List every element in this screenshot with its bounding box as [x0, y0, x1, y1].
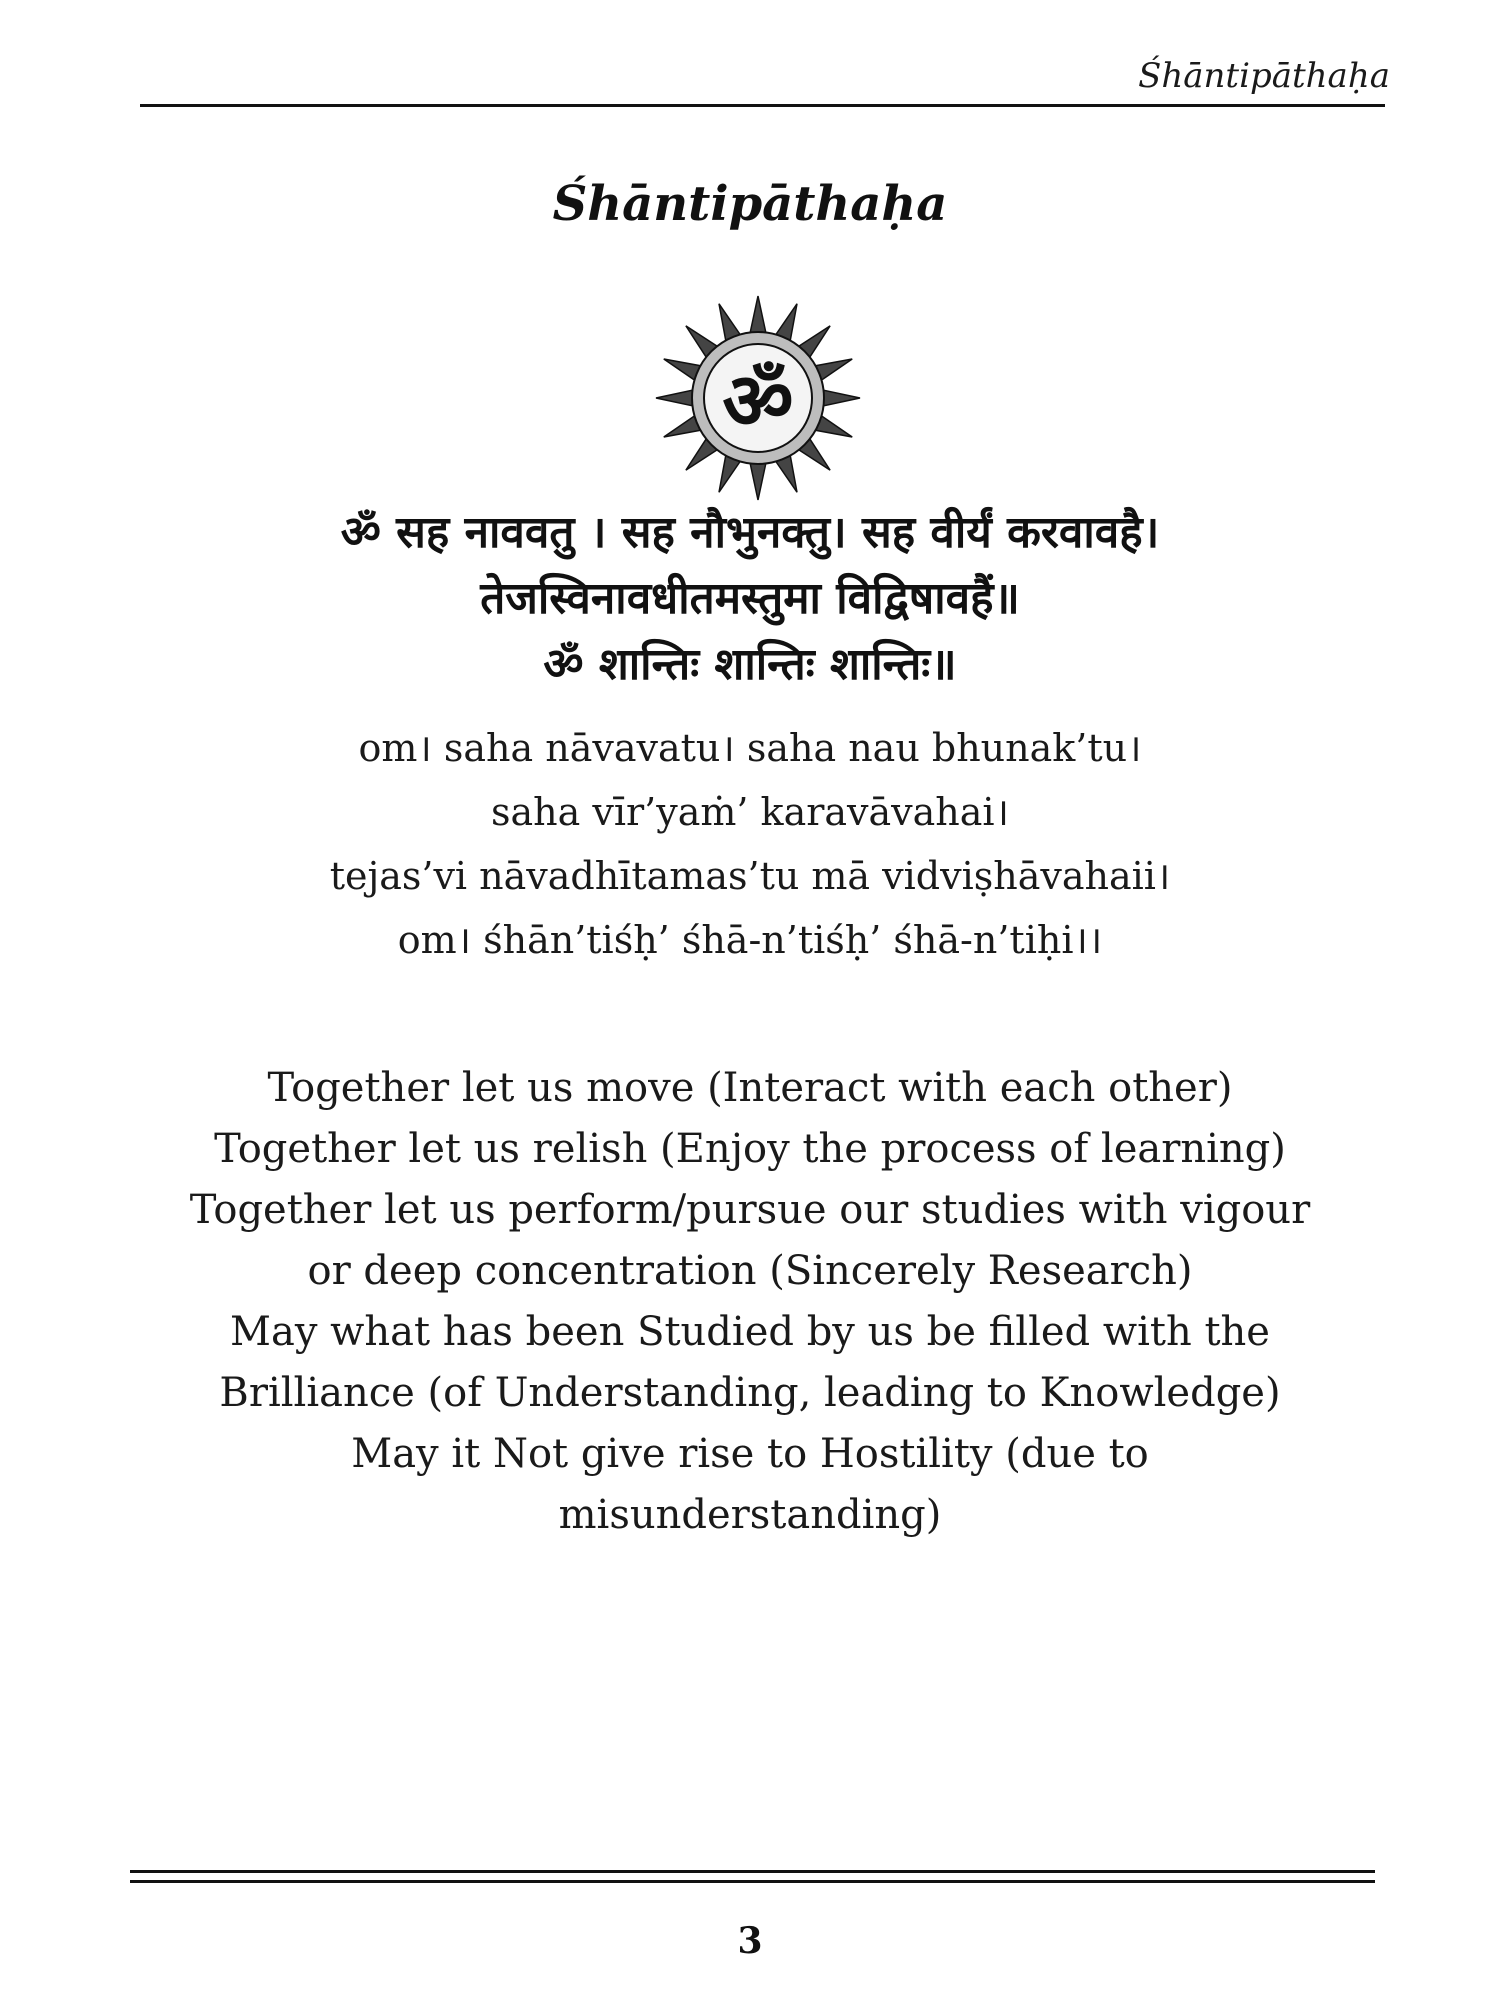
- footer-rule: [130, 1870, 1375, 1873]
- sanskrit-line: ॐ सह नाववतु । सह नौभुनक्तु। सह वीर्यं करवावहै।: [340, 507, 1160, 558]
- page-title: Śhāntipāthaḥa: [552, 176, 948, 232]
- meaning-line: Brilliance (of Understanding, leading to Knowledge): [219, 1370, 1281, 1416]
- transliteration-line: om। śhān’tiśḥ’ śhā-n’tiśḥ’ śhā-n’tiḥi।।: [397, 918, 1103, 962]
- header-rule: [140, 104, 1385, 107]
- meaning-line: misunderstanding): [558, 1492, 942, 1538]
- transliteration: [0, 716, 1500, 972]
- sanskrit-line: ॐ शान्तिः शान्तिः शान्तिः॥: [543, 639, 957, 690]
- meaning-line: Together let us perform/pursue our studies with vigour: [189, 1187, 1311, 1233]
- page-number: 3: [737, 1920, 763, 1962]
- sanskrit-verse: [0, 500, 1500, 698]
- meaning-line: or deep concentration (Sincerely Research): [307, 1248, 1193, 1294]
- transliteration-line: om। saha nāvavatu। saha nau bhunak’tu।: [358, 726, 1142, 770]
- meaning-line: Together let us move (Interact with each other): [267, 1065, 1233, 1111]
- sun-ray: [656, 389, 697, 406]
- sun-ray: [749, 459, 766, 500]
- om-glyph: ॐ: [722, 357, 794, 447]
- om-sun-emblem-icon: [652, 292, 864, 504]
- meaning-line: Together let us relish (Enjoy the process of learning): [214, 1126, 1286, 1172]
- english-meaning: [0, 1058, 1500, 1546]
- sanskrit-line: तेजस्विनावधीतमस्तुमा विद्विषावहैं॥: [480, 573, 1020, 624]
- transliteration-line: tejas’vi nāvadhītamas’tu mā vidviṣhāvahaii।: [329, 854, 1171, 898]
- transliteration-line: saha vīr’yaṁ’ karavāvahai।: [491, 790, 1009, 834]
- meaning-line: May what has been Studied by us be filled with the: [230, 1309, 1270, 1355]
- sun-ray: [749, 296, 766, 337]
- footer-rule: [130, 1880, 1375, 1883]
- running-head: Śhāntipāthaḥa: [1138, 56, 1390, 96]
- sun-ray: [819, 389, 860, 406]
- meaning-line: May it Not give rise to Hostility (due to: [351, 1431, 1149, 1477]
